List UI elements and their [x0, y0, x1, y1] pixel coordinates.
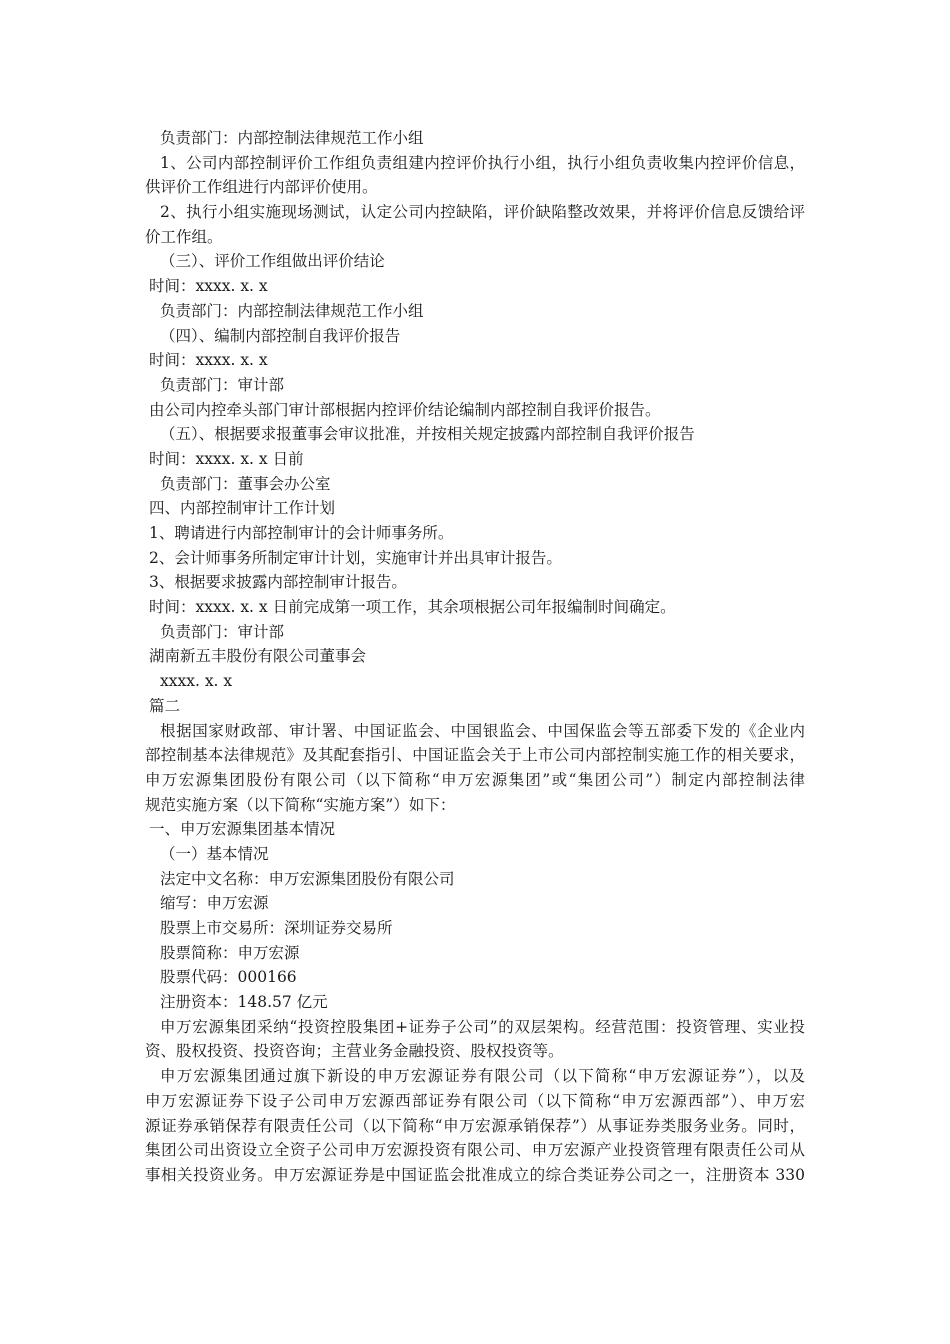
text-line: 股票代码：000166	[160, 968, 297, 987]
text-line: 申万宏源集团通过旗下新设的申万宏源证券有限公司（以下简称“申万宏源证券”），以及	[160, 1067, 805, 1086]
text-line: 部控制基本法律规范》及其配套指引、中国证监会关于上市公司内部控制实施工作的相关要求，	[145, 746, 805, 765]
signature-line: 湖南新五丰股份有限公司董事会	[149, 647, 367, 666]
text-line: 缩写：申万宏源	[160, 894, 269, 913]
text-line: 注册资本：148.57 亿元	[160, 993, 328, 1012]
text-line: 股票简称：申万宏源	[160, 943, 300, 962]
text-line: 时间：xxxx. x. x	[149, 351, 268, 370]
text-line: 根据国家财政部、审计署、中国证监会、中国银监会、中国保监会等五部委下发的《企业内	[160, 721, 805, 740]
text-line: 股票上市交易所：深圳证券交易所	[160, 919, 393, 937]
text-line: 申万宏源集团采纳“投资控股集团+证券子公司”的双层架构。经营范围：投资管理、实业投	[160, 1017, 805, 1036]
text-line: 时间：xxxx. x. x	[149, 277, 268, 296]
text-line: 负责部门：内部控制法律规范工作小组	[160, 301, 424, 320]
text-line: 申万宏源集团股份有限公司（以下简称“申万宏源集团”或“集团公司”）制定内部控制法律	[145, 770, 805, 789]
date-line: xxxx. x. x	[160, 672, 233, 691]
text-line: 申万宏源证券下设子公司申万宏源西部证券有限公司（以下简称“申万宏源西部”）、申万宏	[145, 1091, 805, 1110]
text-line: 2、执行小组实施现场测试，认定公司内控缺陷，评价缺陷整改效果，并将评价信息反馈给评	[160, 203, 805, 222]
text-line: 规范实施方案（以下简称“实施方案”）如下：	[145, 795, 456, 814]
text-line: 由公司内控牵头部门审计部根据内控评价结论编制内部控制自我评价报告。	[149, 400, 661, 419]
section-heading: （一）基本情况	[160, 844, 269, 863]
section-heading: 四、内部控制审计工作计划	[149, 499, 336, 518]
section-heading: （五）、根据要求报董事会审议批准，并按相关规定披露内部控制自我评价报告	[160, 425, 695, 444]
text-line: 负责部门：审计部	[160, 622, 285, 641]
section-heading: 篇二	[149, 696, 181, 715]
section-heading: 一、申万宏源集团基本情况	[149, 820, 336, 839]
text-line: 法定中文名称：申万宏源集团股份有限公司	[160, 869, 455, 888]
text-line: 时间：xxxx. x. x 日前	[149, 449, 304, 468]
text-line: 价工作组。	[145, 227, 223, 246]
section-heading: （三）、评价工作组做出评价结论	[160, 252, 385, 271]
text-line: 集团公司出资设立全资子公司申万宏源投资有限公司、申万宏源产业投资管理有限责任公司从	[145, 1141, 805, 1160]
text-line: 1、聘请进行内部控制审计的会计师事务所。	[149, 524, 454, 542]
document-body	[145, 126, 805, 1188]
section-heading: （四）、编制内部控制自我评价报告	[160, 326, 401, 345]
text-line: 源证券承销保荐有限责任公司（以下简称“申万宏源承销保荐”）从事证券类服务业务。同时，	[145, 1116, 805, 1135]
text-line: 负责部门：内部控制法律规范工作小组	[160, 129, 424, 147]
text-line: 负责部门：董事会办公室	[160, 474, 331, 493]
text-line: 供评价工作组进行内部评价使用。	[145, 178, 378, 197]
text-line: 负责部门：审计部	[160, 375, 285, 394]
text-line: 事相关投资业务。申万宏源证券是中国证监会批准成立的综合类证券公司之一，注册资本 330	[145, 1165, 805, 1184]
text-line: 1、公司内部控制评价工作组负责组建内控评价执行小组，执行小组负责收集内控评价信息，	[160, 153, 805, 172]
text-line: 2、会计师事务所制定审计计划，实施审计并出具审计报告。	[149, 548, 562, 567]
text-line: 3、根据要求披露内部控制审计报告。	[149, 573, 407, 592]
text-line: 时间：xxxx. x. x 日前完成第一项工作，其余项根据公司年报编制时间确定。	[149, 598, 676, 617]
text-line: 资、股权投资、投资咨询；主营业务金融投资、股权投资等。	[145, 1042, 564, 1061]
